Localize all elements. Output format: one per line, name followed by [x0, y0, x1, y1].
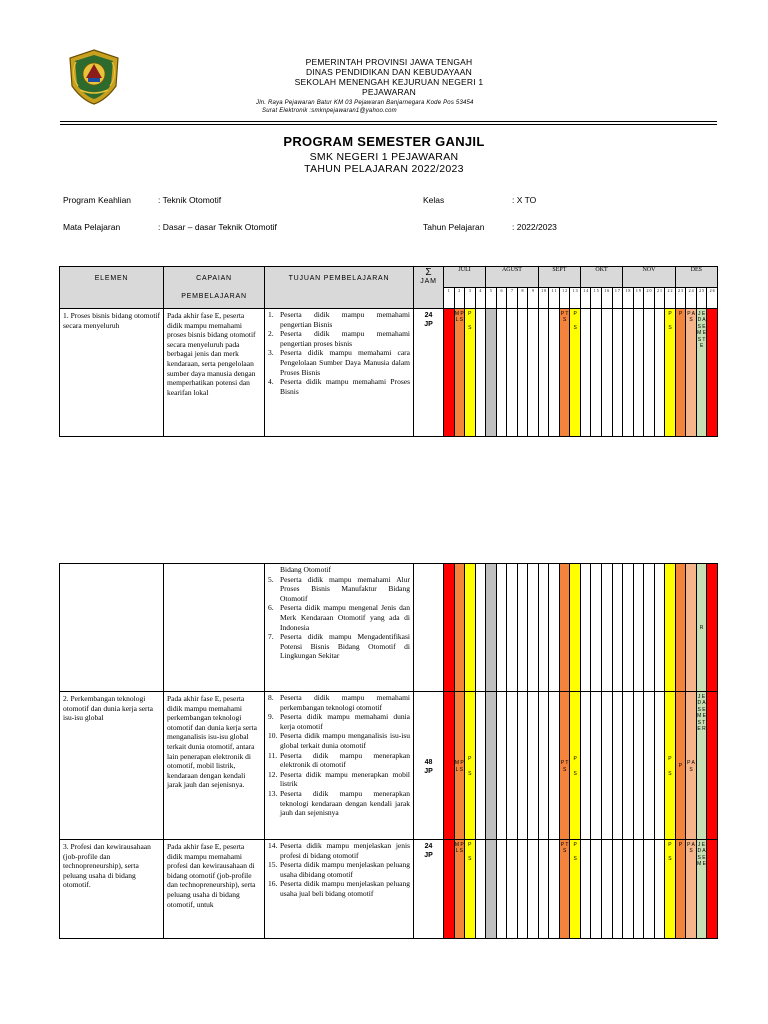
- tujuan-item: [268, 789, 410, 818]
- week-cell: [696, 840, 707, 939]
- week-cell: [496, 564, 507, 692]
- week-cell: [528, 309, 539, 437]
- table-row: [60, 692, 718, 840]
- tujuan-item: [268, 603, 410, 632]
- week-cell: [549, 309, 560, 437]
- tujuan-text: Peserta didik mampu menjelaskan jenis profesi di bidang otomotif: [280, 841, 410, 860]
- tujuan-item: [268, 712, 410, 731]
- tujuan-cell: [265, 692, 414, 840]
- tujuan-number: 15.: [268, 860, 278, 870]
- tujuan-item: [268, 377, 410, 396]
- week-cell: [675, 309, 686, 437]
- tujuan-text: Peserta didik mampu Mengadentifikasi Potensi Bisnis Bidang Otomotif di Lingkungan Sekitar: [280, 632, 410, 661]
- week-number: 2 0: [644, 288, 655, 309]
- tujuan-text: Peserta didik mampu menjelaskan peluang usaha jual beli bidang otomotif: [280, 879, 410, 898]
- tujuan-text: Peserta didik mampu memahami pengertian Bisnis: [280, 310, 410, 329]
- week-tag: S: [468, 856, 472, 863]
- tujuan-cell: [265, 840, 414, 939]
- week-cell: [454, 309, 465, 437]
- tujuan-text: Bidang Otomotif: [280, 565, 332, 574]
- week-cell: [707, 309, 718, 437]
- tujuan-number: 5.: [268, 574, 274, 584]
- tujuan-text: Peserta didik mampu mengenal Jenis dan Merk Kendaraan Otomotif yang ada di Indonesia: [280, 603, 410, 632]
- letterhead-line3: SEKOLAH MENENGAH KEJURUAN NEGERI 1: [294, 77, 484, 87]
- month-juli: JULI: [444, 267, 486, 288]
- week-cell: [707, 692, 718, 840]
- week-cell: [549, 564, 560, 692]
- week-tag: P: [573, 756, 577, 763]
- elemen-cell: [60, 564, 164, 692]
- week-number: 6: [496, 288, 507, 309]
- tujuan-number: 10.: [268, 731, 278, 741]
- week-cell: [570, 692, 581, 840]
- kelas-value: : X TO: [512, 195, 537, 205]
- jam-value: 24: [424, 843, 433, 850]
- week-cell: [570, 309, 581, 437]
- week-number: 2 3: [675, 288, 686, 309]
- jam-value: 48: [424, 758, 433, 766]
- week-number: 8: [517, 288, 528, 309]
- week-cell: [633, 840, 644, 939]
- capaian-cell: Pada akhir fase E, peserta didik mampu memahami profesi dan kewirausahaan di bidang otomotif (job-profile dan technopreneurship), serta peluang usaha di bidang otomotif, untuk: [164, 840, 265, 939]
- week-number: 1 2: [559, 288, 570, 309]
- week-cell: [454, 840, 465, 939]
- week-number: 5: [486, 288, 497, 309]
- tujuan-number: 4.: [268, 377, 274, 387]
- week-number: 2 6: [707, 288, 718, 309]
- week-cell: [507, 564, 518, 692]
- tujuan-number: 9.: [268, 712, 274, 722]
- week-cell: [496, 840, 507, 939]
- capaian-cell: Pada akhir fase E, peserta didik mampu memahami perkembangan teknologi otomotif dan dunia kerja serta menganalisis isu-isu global terkait dunia otomotif, antara lain penerapan elektronik di otomotif, mobil listrik, kendaraan dengan kendali jarak jauh dan sejenisnya.: [164, 692, 265, 840]
- jam-cell: [414, 309, 444, 437]
- week-cell: [623, 692, 634, 840]
- week-tag: P: [668, 842, 672, 848]
- school-name: SMK NEGERI 1 PEJAWARAN: [309, 151, 459, 163]
- week-tag: P T S: [560, 311, 569, 324]
- week-cell: [612, 840, 623, 939]
- week-cell: [612, 564, 623, 692]
- week-cell: [601, 840, 612, 939]
- tujuan-number: 14.: [268, 841, 278, 850]
- tujuan-text: Peserta didik mampu menerapkan teknologi kendaraan dengan kendali jarak jauh dan sejenisnya: [280, 788, 410, 818]
- week-cell: [686, 840, 697, 939]
- table-row: [60, 309, 718, 437]
- month-nov: NOV: [623, 267, 676, 288]
- week-tag: J E D A S E M E: [697, 842, 706, 868]
- week-cell: [486, 692, 497, 840]
- tujuan-text: Peserta didik mampu memahami perkembangan teknologi otomotif: [280, 693, 410, 712]
- week-cell: [601, 564, 612, 692]
- week-tag: P: [678, 311, 683, 317]
- week-cell: [612, 309, 623, 437]
- tujuan-item: [268, 693, 410, 712]
- week-cell: [528, 564, 539, 692]
- week-tag: P: [668, 311, 672, 317]
- tujuan-text: Peserta didik mampu menjelaskan peluang usaha dibidang otomotif: [280, 860, 410, 879]
- week-cell: [454, 564, 465, 692]
- tujuan-item: [268, 731, 410, 750]
- week-tag: S: [468, 325, 472, 332]
- month-sept: SEPT: [538, 267, 580, 288]
- week-cell: [612, 692, 623, 840]
- week-cell: [665, 309, 676, 437]
- week-cell: [654, 309, 665, 437]
- program-label: Program Keahlian: [63, 195, 132, 205]
- week-cell: [486, 564, 497, 692]
- semester-table-page2: [59, 563, 718, 939]
- week-cell: [696, 309, 707, 437]
- tujuan-item: [268, 632, 410, 661]
- letterhead-rule: [60, 121, 717, 122]
- tujuan-number: 8.: [268, 693, 274, 702]
- week-cell: [675, 840, 686, 939]
- week-cell: [696, 564, 707, 692]
- jam-unit: JP: [424, 321, 433, 328]
- week-cell: [633, 309, 644, 437]
- week-number: 4: [475, 288, 486, 309]
- mapel-value: : Dasar – dasar Teknik Otomotif: [158, 222, 277, 232]
- tujuan-number: 2.: [268, 329, 274, 339]
- week-cell: [549, 840, 560, 939]
- tujuan-number: [268, 565, 280, 575]
- tujuan-text: Peserta didik mampu menganalisis isu-isu global terkait dunia otomotif: [280, 731, 410, 750]
- week-cell: [570, 564, 581, 692]
- tujuan-item: [268, 329, 410, 348]
- week-cell: [475, 692, 486, 840]
- provincial-emblem-icon: [66, 48, 122, 106]
- semester-table-page1: [59, 266, 718, 437]
- week-cell: [475, 564, 486, 692]
- week-number: 2: [454, 288, 465, 309]
- week-number: 1 4: [580, 288, 591, 309]
- week-tag: J E D A S E M E S T E: [697, 311, 707, 350]
- tujuan-number: 16.: [268, 879, 278, 889]
- tahun-label: Tahun Pelajaran: [423, 222, 485, 232]
- week-cell: [644, 692, 655, 840]
- tujuan-item: [268, 575, 410, 604]
- week-cell: [454, 692, 465, 840]
- week-tag: P A S: [687, 760, 695, 773]
- week-cell: [465, 564, 476, 692]
- week-cell: [654, 840, 665, 939]
- week-tag: S: [573, 770, 577, 777]
- week-tag: P: [573, 842, 577, 848]
- capaian-cell: [164, 564, 265, 692]
- tujuan-text: Peserta didik mampu memahami dunia kerja otomotif: [280, 712, 410, 731]
- week-cell: [528, 840, 539, 939]
- week-number: 1 6: [602, 288, 613, 309]
- table-row: [60, 840, 718, 939]
- elemen-cell: 2. Perkembangan teknologi otomotif dan dunia kerja serta isu-isu global: [60, 692, 164, 840]
- week-cell: [602, 309, 613, 437]
- week-tag: M P L S: [454, 842, 464, 855]
- week-cell: [570, 840, 581, 939]
- week-number: 9: [528, 288, 539, 309]
- week-tag: P: [678, 763, 683, 770]
- jam-cell: [414, 564, 444, 692]
- week-tag: P T S: [560, 842, 569, 855]
- header-tujuan: TUJUAN PEMBELAJARAN: [265, 267, 414, 309]
- week-cell: [623, 840, 634, 939]
- week-cell: [633, 692, 644, 840]
- tujuan-cell: [265, 309, 414, 437]
- header-capaian: CAPAIAN PEMBELAJARAN: [164, 267, 265, 309]
- week-cell: [538, 840, 549, 939]
- week-tag: P: [468, 842, 472, 848]
- week-cell: [707, 840, 718, 939]
- tujuan-text: Peserta didik mampu menerapkan elektronik di otomotif: [280, 750, 410, 770]
- week-cell: [686, 692, 697, 840]
- week-cell: [444, 564, 455, 692]
- tujuan-text: Peserta didik mampu memahami Alur Proses Bisnis Manufaktur Bidang Otomotif: [280, 574, 410, 603]
- mapel-label: Mata Pelajaran: [63, 222, 121, 232]
- week-tag: M P L S: [454, 311, 464, 324]
- week-cell: [559, 840, 570, 939]
- week-tag: P: [468, 756, 472, 763]
- tahun-value: : 2022/2023: [512, 222, 557, 232]
- jam-unit: JP: [424, 852, 433, 859]
- week-cell: [549, 692, 560, 840]
- week-number: 2 5: [696, 288, 707, 309]
- week-tag: P T S: [560, 760, 569, 773]
- week-number: 1 0: [538, 288, 549, 309]
- week-cell: [559, 692, 570, 840]
- week-tag: R: [699, 625, 704, 632]
- week-cell: [623, 564, 634, 692]
- week-cell: [517, 692, 528, 840]
- week-cell: [591, 564, 602, 692]
- week-number: 1 9: [633, 288, 644, 309]
- week-number: 1: [444, 288, 455, 309]
- week-cell: [517, 309, 528, 437]
- week-cell: [496, 309, 507, 437]
- tujuan-number: 7.: [268, 632, 274, 642]
- week-cell: [665, 840, 676, 939]
- week-cell: [591, 692, 602, 840]
- academic-year: TAHUN PELAJARAN 2022/2023: [304, 163, 464, 175]
- week-cell: [696, 692, 707, 840]
- week-cell: [654, 692, 665, 840]
- tujuan-item: [268, 879, 410, 898]
- week-tag: J E D A S E M E S T E R: [697, 694, 706, 733]
- week-cell: [559, 564, 570, 692]
- elemen-cell: 1. Proses bisnis bidang otomotif secara menyeluruh: [60, 309, 164, 437]
- tujuan-item: [268, 751, 410, 770]
- week-cell: [517, 564, 528, 692]
- week-cell: [675, 692, 686, 840]
- week-cell: [665, 692, 676, 840]
- week-cell: [486, 840, 497, 939]
- week-cell: [475, 309, 486, 437]
- tujuan-item: [268, 860, 410, 879]
- program-value: : Teknik Otomotif: [158, 195, 222, 205]
- week-cell: [623, 309, 634, 437]
- week-tag: S: [573, 856, 577, 863]
- week-cell: [486, 309, 497, 437]
- header-jam: [414, 267, 444, 309]
- week-cell: [580, 309, 591, 437]
- week-cell: [633, 564, 644, 692]
- letterhead-email: Surat Elektronik :smknpejawaran1@yahoo.com: [262, 108, 397, 114]
- week-cell: [665, 564, 676, 692]
- week-cell: [644, 840, 655, 939]
- letterhead-address: Jln. Raya Pejawaran Batur KM 03 Pejawaran Banjarnegara Kode Pos 53454: [256, 100, 474, 106]
- week-cell: [654, 564, 665, 692]
- tujuan-text: Peserta didik mampu menerapkan mobil listrik: [280, 769, 410, 789]
- tujuan-number: 1.: [268, 310, 274, 319]
- week-cell: [538, 692, 549, 840]
- week-cell: [465, 840, 476, 939]
- week-number: 1 3: [570, 288, 581, 309]
- tujuan-item: [268, 348, 410, 377]
- week-cell: [528, 692, 539, 840]
- week-number: 2 1: [654, 288, 665, 309]
- week-number: 3: [465, 288, 476, 309]
- capaian-cell: Pada akhir fase E, peserta didik mampu memahami proses bisnis bidang otomotif secara menyeluruh pada berbagai jenis dan merk kendaraan, serta pengelolaan sumber daya manusia dengan memperhatikan potensi dan kearifan lokal: [164, 309, 265, 437]
- week-cell: [507, 692, 518, 840]
- week-cell: [644, 564, 655, 692]
- header-elemen: ELEMEN: [60, 267, 164, 309]
- jam-cell: [414, 840, 444, 939]
- week-cell: [591, 840, 602, 939]
- week-cell: [580, 564, 591, 692]
- week-tag: S: [468, 770, 472, 777]
- week-cell: [465, 692, 476, 840]
- header-sigma: Σ: [425, 267, 432, 278]
- tujuan-number: 13.: [268, 788, 278, 798]
- header-jam-label: JAM: [420, 278, 437, 285]
- tujuan-text: Peserta didik mampu memahami Proses Bisnis: [280, 377, 410, 396]
- week-cell: [538, 564, 549, 692]
- tujuan-item: [268, 565, 410, 575]
- week-cell: [580, 692, 591, 840]
- week-tag: S: [573, 325, 577, 332]
- week-cell: [475, 840, 486, 939]
- tujuan-number: 6.: [268, 603, 274, 613]
- week-cell: [517, 840, 528, 939]
- week-cell: [707, 564, 718, 692]
- tujuan-number: 3.: [268, 348, 274, 358]
- week-tag: P: [678, 842, 683, 848]
- week-tag: S: [668, 856, 672, 863]
- week-tag: M P L S: [454, 760, 464, 773]
- letterhead-line4: PEJAWARAN: [361, 87, 417, 97]
- week-tag: P A S: [687, 311, 695, 324]
- letterhead-line2: DINAS PENDIDIKAN DAN KEBUDAYAAN: [305, 67, 472, 77]
- tujuan-text: Peserta didik mampu memahami cara Pengelolaan Sumber Daya Manusia dalam Proses Bisnis: [280, 348, 410, 377]
- week-tag: P: [573, 311, 577, 317]
- week-cell: [601, 692, 612, 840]
- week-number: 1 8: [623, 288, 634, 309]
- tujuan-item: [268, 841, 410, 860]
- elemen-cell: 3. Profesi dan kewirausahaan (job-profile dan technopreneurship), serta peluang usaha di bidang otomotif.: [60, 840, 164, 939]
- month-agust: AGUST: [486, 267, 539, 288]
- week-number: 1 1: [549, 288, 560, 309]
- week-tag: P: [668, 756, 672, 763]
- tujuan-number: 12.: [268, 769, 278, 779]
- week-cell: [496, 692, 507, 840]
- week-tag: P A S: [687, 842, 695, 855]
- tujuan-number: 11.: [268, 750, 278, 760]
- tujuan-cell: [265, 564, 414, 692]
- kelas-label: Kelas: [423, 195, 445, 205]
- week-cell: [538, 309, 549, 437]
- week-cell: [686, 309, 697, 437]
- week-tag: P: [468, 311, 472, 317]
- week-cell: [507, 840, 518, 939]
- week-cell: [591, 309, 602, 437]
- table-row: [60, 564, 718, 692]
- week-number: 2 2: [665, 288, 676, 309]
- week-cell: [444, 840, 455, 939]
- week-number: 2 4: [686, 288, 697, 309]
- week-cell: [465, 309, 476, 437]
- week-cell: [559, 309, 570, 437]
- month-des: DES: [675, 267, 717, 288]
- week-cell: [580, 840, 591, 939]
- week-number: 1 5: [591, 288, 602, 309]
- week-cell: [444, 692, 455, 840]
- week-cell: [675, 564, 686, 692]
- month-okt: OKT: [580, 267, 622, 288]
- tujuan-text: Peserta didik mampu memahami pengertian proses bisnis: [280, 329, 410, 348]
- week-number: 7: [507, 288, 518, 309]
- letterhead-line1: PEMERINTAH PROVINSI JAWA TENGAH: [305, 57, 473, 67]
- week-tag: S: [668, 770, 672, 777]
- week-cell: [686, 564, 697, 692]
- week-cell: [507, 309, 518, 437]
- tujuan-item: [268, 770, 410, 789]
- week-tag: S: [668, 325, 672, 332]
- jam-cell: [414, 692, 444, 840]
- jam-unit: JP: [424, 767, 433, 775]
- week-number: 1 7: [612, 288, 623, 309]
- letterhead-rule-thin: [60, 124, 717, 125]
- page-title: PROGRAM SEMESTER GANJIL: [283, 134, 485, 149]
- jam-value: 24: [424, 312, 433, 319]
- week-cell: [644, 309, 655, 437]
- tujuan-item: [268, 310, 410, 329]
- week-cell: [444, 309, 455, 437]
